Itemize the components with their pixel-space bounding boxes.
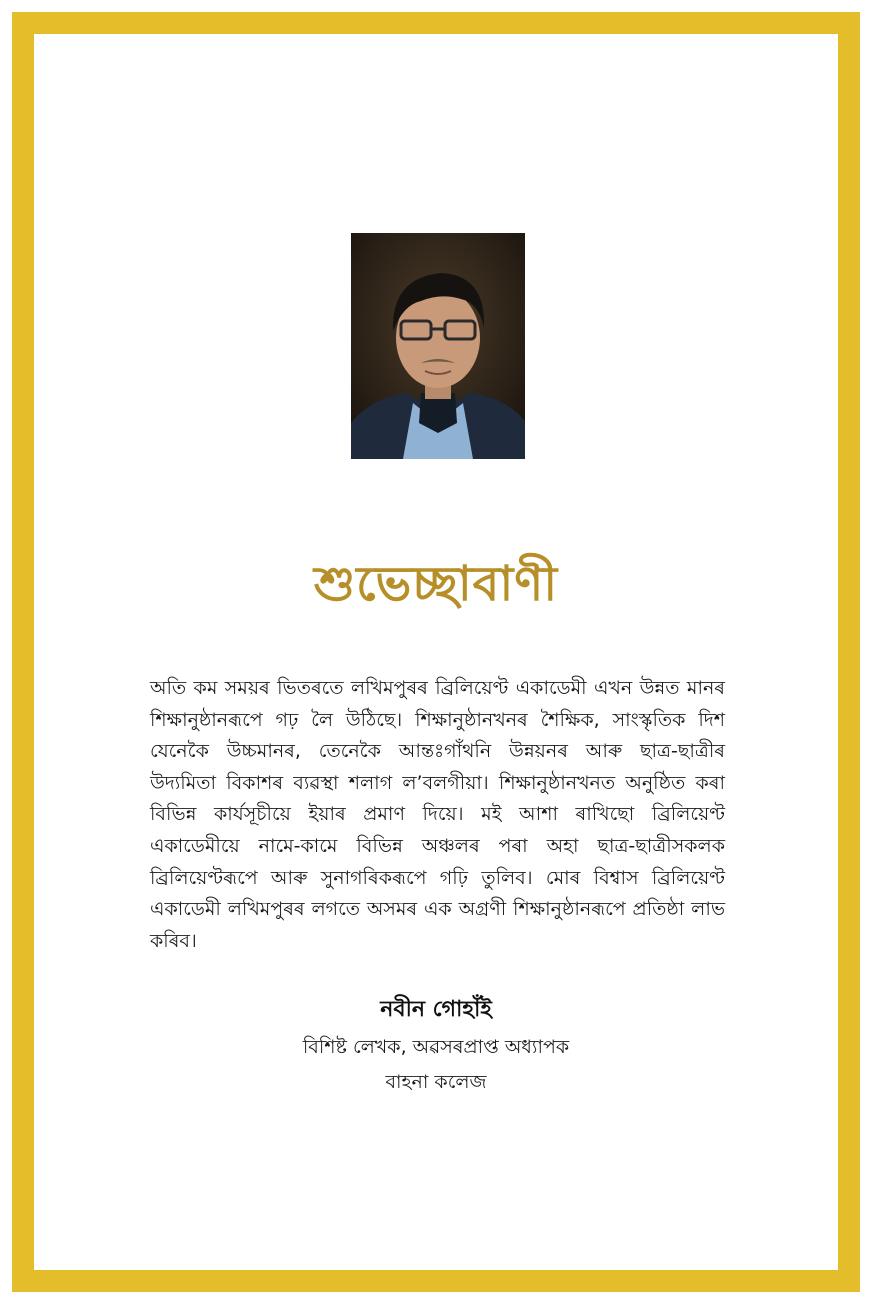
gold-border-frame (12, 12, 860, 1292)
signature-role: বিশিষ্ট লেখক, অৱসৰপ্ৰাপ্ত অধ্যাপক (302, 1036, 570, 1058)
portrait-photo (351, 233, 525, 459)
message-paragraph: অতি কম সময়ৰ ভিতৰতে লখিমপুৰৰ ব্ৰিলিয়েণ্ট একাডেমী এখন উন্নত মানৰ শিক্ষানুষ্ঠানৰূপে গঢ় লৈ উঠিছে। শিক্ষানুষ্ঠানখনৰ শৈক্ষিক, সাংস্কৃতিক দিশ যেনেকৈ উচ্চমানৰ, তেনেকৈ আন্তঃগাঁথনি উন্নয়নৰ আৰু ছাত্ৰ-ছাত্ৰীৰ উদ্যমিতা বিকাশৰ ব্যৱস্থা শলাগ ল’বলগীয়া। শিক্ষানুষ্ঠানখনত অনুষ্ঠিত কৰা বিভিন্ন কাৰ্যসূচীয়ে ইয়াৰ প্ৰমাণ দিয়ে। মই আশা ৰাখিছো ব্ৰিলিয়েণ্ট একাডেমীয়ে নামে-কামে বিভিন্ন অঞ্চলৰ পৰা অহা ছাত্ৰ-ছাত্ৰীসকলক ব্ৰিলিয়েণ্টৰূপে আৰু সুনাগৰিকৰূপে গঢ়ি তুলিব। মোৰ বিশ্বাস ব্ৰিলিয়েণ্ট একাডেমী লখিমপুৰৰ লগতে অসমৰ এক অগ্ৰণী শিক্ষানুষ্ঠানৰূপে প্ৰতিষ্ঠা লাভ কৰিব। (150, 677, 725, 952)
page-title: শুভেচ্ছাবাণী (313, 556, 559, 612)
signature-name: নবীন গোহাঁই (380, 997, 492, 1022)
signature-college: বাহনা কলেজ (385, 1071, 487, 1093)
